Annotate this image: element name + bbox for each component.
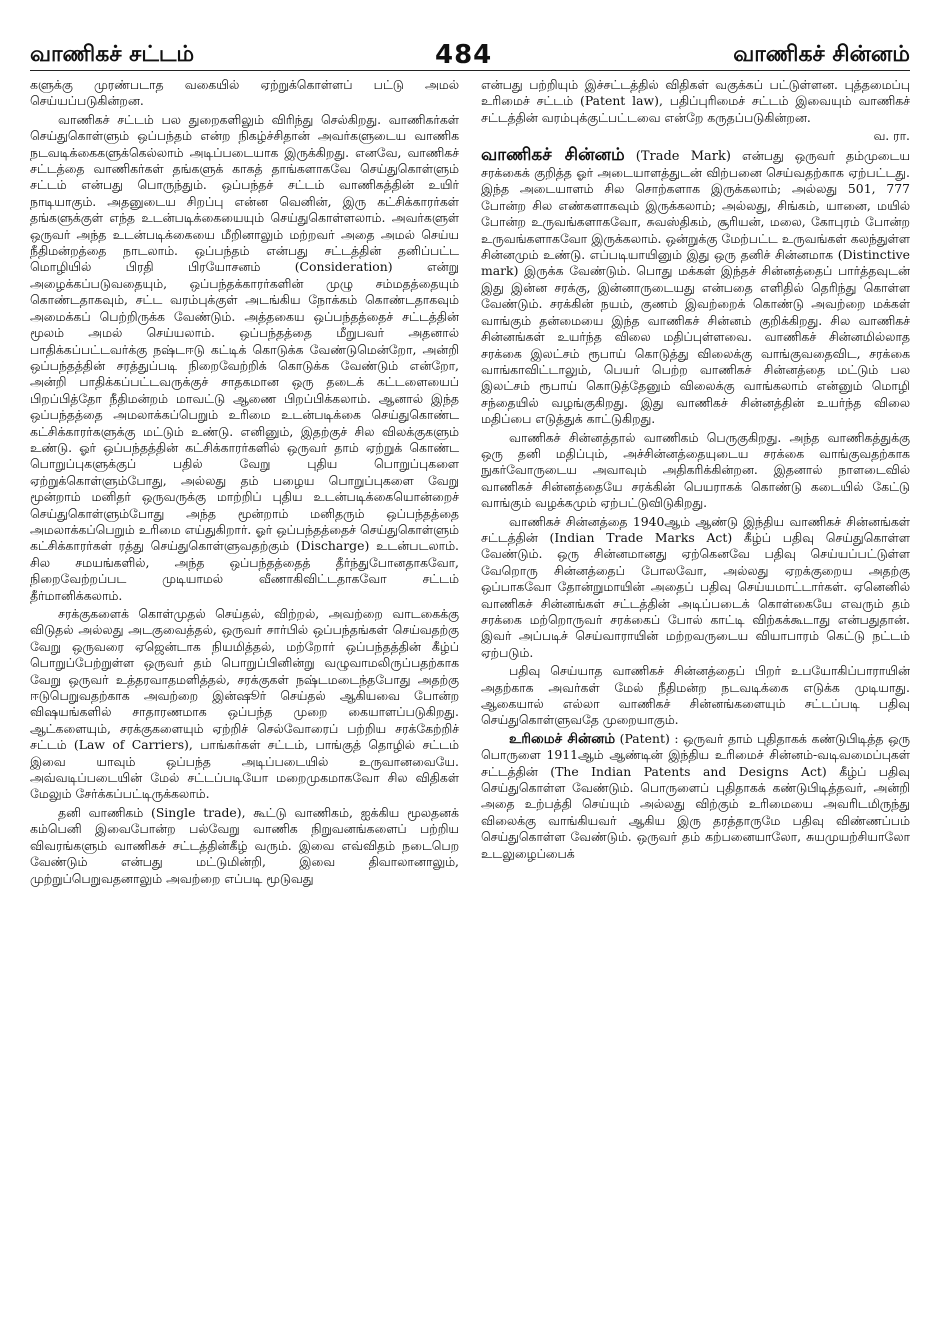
entry-title-english: (Trade Mark) [635,148,731,164]
entry-title: வாணிகச் சின்னம் [481,144,625,165]
right-paragraph-4: பதிவு செய்யாத வாணிகச் சின்னத்தைப் பிறர் உபயோகிப்பாராயின் அதற்காக அவர்கள் மேல் நீதிமன்ற நடவடிக்கை எடுக்க முடியாது. ஆகையால் எல்லா வாணிகச் சின்னங்களையும் சட்டப்படி பதிவு செய்துகொள்ளுவதே முறையாகும். [481,663,910,728]
text-columns [30,77,910,1327]
left-paragraph-4: தனி வாணிகம் (Single trade), கூட்டு வாணிகம், ஐக்கிய மூலதனக் கம்பெனி இவைபோன்ற பல்வேறு வாணிக நிறுவனங்களைப் பற்றிய விவரங்களும் வாணிகச் சட்டத்தின்கீழ் வரும். இவை எவ்விதம் நடைபெற வேண்டும் என்பது மட்டுமின்றி, இவை திவாலானாலும், முற்றுப்பெறுவதனாலும் அவற்றை எப்படி மூடுவது [30,804,459,886]
left-paragraph-1: களுக்கு முரண்படாத வகையில் ஏற்றுக்கொள்ளப் பட்டு அமல் செய்யப்படுகின்றன. [30,77,459,109]
entry-patent [481,731,910,862]
left-paragraph-2: வாணிகச் சட்டம் பல துறைகளிலும் விரிந்து செல்கிறது. வாணிகர்கள் செய்துகொள்ளும் ஒப்பந்தம் என்ற நிகழ்ச்சிதான் அவர்களுடைய வாணிக நடவடிக்கைகளுக்கெல்லாம் அடிப்படையாக இருக்கிறது. எனவே, வாணிகச் சட்டத்தை வாணிகர்கள் தங்களுக் காகத் தாங்களாகவே செய்துகொள்ளும் சட்டம் என்பது பொருந்தும். ஒப்பந்தச் சட்டம் வாணிகத்தின் உயிர் நாடியாகும். அதனுடைய சிறப்பு என்ன வெனின், இரு கட்சிக்காரர்கள் தங்களுக்குள் எந்த உடன்படிக்கையையும் செய்துகொள்ளலாம். அவர்களுள் ஒருவர் அந்த உடன்படிக்கையை மீறினாலும் மற்றவர் அதை அமல் செய்ய நீதிமன்றத்தை நாடலாம். ஒப்பந்தம் என்பது சட்டத்தின் தனிப்பட்ட மொழியில் பிரதி பிரயோசனம் (Consideration) என்று அழைக்கப்படுவதையும், ஒப்பந்தக்காரர்களின் முழு சம்மதத்தையும் கொண்டதாகவும், சட்ட வரம்புக்குள் அடங்கிய நோக்கம் கொண்டதாகவும் அமைக்கப் பெற்றிருக்க வேண்டும். அத்தகைய ஒப்பந்தத்தைச் சட்டத்தின் மூலம் அமல் செய்யலாம். ஒப்பந்தத்தை மீறுபவர் அதனால் பாதிக்கப்பட்டவர்க்கு நஷ்டஈடு கட்டிக் கொடுக்க வேண்டுமென்றோ, அன்றி ஒப்பந்தத்தின் சரத்துப்படி நிறைவேற்றிக் கொடுக்க வேண்டும் என்றோ, அன்றி பாதிக்கப்பட்டவருக்குச் சாதகமான ஒரு தடைக் கட்டளையைப் பிறப்பித்தோ நீதிமன்றம் மாவட்டு ஆணை பிறப்பிக்கலாம். ஆனால் இந்த ஒப்பந்தத்தை அமலாக்கப்பெறும் உரிமை உடன்படிக்கை செய்துகொண்ட கட்சிக்காரர்களுக்கு மட்டும் உண்டு. எனினும், இதற்குச் சில விலக்குகளும் உண்டு. ஓர் ஒப்பந்தத்தின் கட்சிக்காரர்களில் ஒருவர் தாம் ஏற்றுக் கொண்ட பொறுப்புகளுக்குப் பதில் வேறு புதிய பொறுப்புகளை ஏற்றுக்கொள்ளும்போது, அல்லது தம் பழைய பொறுப்புகளை வேறு மூன்றாம் மனிதர் ஒருவருக்கு மாற்றிப் புதிய உடன்படிக்கையொன்றைச் செய்துகொள்ளும்போது அந்த மூன்றாம் மனிதரும் ஒப்பந்தத்தை அமலாக்கப்பெறும் உரிமை எய்துகிறார். ஓர் ஒப்பந்தத்தைச் செய்துகொள்ளும் கட்சிக்காரர்கள் ரத்து செய்துகொள்ளுவதற்கும் (Discharge) உடன்படலாம். சில சமயங்களில், அந்த ஒப்பந்தத்தைத் தீர்ந்துபோனதாகவோ, நிறைவேற்றப்பட முடியாமல் வீணாகிவிட்டதாகவோ சட்டம் தீர்மானிக்கலாம். [30,111,459,603]
entry-body: என்பது ஒருவர் தம்முடைய சரக்கைக் குறித்த ஓர் அடையாளத்துடன் விற்பனை செய்வதற்காக ஏற்பட்டது. இந்த அடையாளம் சில சொற்களாக இருக்கலாம்; அல்லது 501, 777 போன்ற சில எண்களாகவும் இருக்கலாம்; அல்லது, சிங்கம், யானை, மயில் போன்ற உருவங்களாகவோ, சுவஸ்திகம், சூரியன், மலை, கோபுரம் போன்ற உருவங்களாகவோ இருக்கலாம். ஒன்றுக்கு மேற்பட்ட உருவங்கள் கலந்துள்ள சின்னமும் உண்டு. எப்படியாயினும் இது ஒரு தனிச் சின்னமாக (Distinctive mark) இருக்க வேண்டும். பொது மக்கள் இந்தச் சின்னத்தைப் பார்த்தவுடன் இது இன்ன சரக்கு, இன்னாருடையது என்பதை எளிதில் தெரிந்து கொள்ள வேண்டும். சரக்கின் நயம், குணம் இவற்றைக் கொண்டு அவற்றை மக்கள் வாங்கும் தன்மையை இந்த வாணிகச் சின்னம் குறிக்கிறது. சில வாணிகச் சின்னங்கள் உயர்ந்த விலை மதிப்புள்ளவை. வாணிகச் சின்னமில்லாத சரக்கை இலட்சம் ரூபாய் கொடுத்து விலைக்கு வாங்குவதைவிட, சரக்கை வாங்காவிட்டாலும், பெயர் பெற்ற வாணிகச் சின்னத்தை மட்டும் பல இலட்சம் ரூபாய் கொடுத்தேனும் விலைக்கு வாங்கலாம் என்னும் மொழி சந்தையில் வழங்குகிறது. இது வாணிகச் சின்னத்தின் உயர்ந்த விலை மதிப்பை எடுத்துக் காட்டுகிறது. [481,147,910,427]
left-column [30,77,459,1327]
right-paragraph-3: வாணிகச் சின்னத்தை 1940ஆம் ஆண்டு இந்திய வாணிகச் சின்னங்கள் சட்டத்தின் (Indian Trade Marks Act) கீழ்ப் பதிவு செய்துகொள்ள வேண்டும். ஒரு சின்னமானது ஏற்கெனவே பதிவு செய்யப்பட்டுள்ள வேறொரு சின்னத்தைப் போலவோ, அல்லது ஏறக்குறைய அதற்கு ஒப்பாகவோ தோன்றுமாயின் அதைப் பதிவு செய்யமாட்டார்கள். ஏனெனில் வாணிகச் சின்னங்கள் சட்டத்தின் அடிப்படைக் கொள்கையே எவரும் தம் சரக்கை மற்றொருவர் சரக்கைப் போல் காட்டி விற்கக்கூடாது என்பதுதான். இவர் அப்படிச் செய்வாராயின் மற்றவருடைய வியாபாரம் கெட்டு நட்டம் ஏற்படும். [481,513,910,660]
patent-title: உரிமைச் சின்னம் [509,730,616,747]
right-column [481,77,910,1327]
author-signature: வ. ரா. [873,128,910,144]
right-intro-paragraph: என்பது பற்றியும் இச்சட்டத்தில் விதிகள் வகுக்கப் பட்டுள்ளன. புத்தமைப்பு உரிமைச் சட்டம் (Patent law), பதிப்புரிமைச் சட்டம் இவையும் வாணிகச் சட்டத்தின் வரம்புக்குட்பட்டவை என்றே கருதப்படுகின்றன. [481,77,910,125]
running-head-left: வாணிகச் சட்டம் [30,42,195,67]
entry-trade-mark [481,144,910,428]
page-number: 484 [435,40,493,70]
patent-body: ஒருவர் தாம் புதிதாகக் கண்டுபிடித்த ஒரு பொருளை 1911ஆம் ஆண்டின் இந்திய உரிமைச் சின்னம்-வடிவமைப்புகள் சட்டத்தின் (The Indian Patents and Designs Act) கீழ்ப் பதிவு செய்துகொள்ள வேண்டும். பொருளைப் புதிதாகக் கண்டுபிடித்தவர், அன்றி அதை உற்பத்தி செய்யும் அல்லது விற்கும் உரிமையை அவரிடமிருந்து விலைக்கு வாங்கியவர் ஆகிய இரு தரத்தாருமே பதிவு விண்ணப்பம் செய்துகொள்ள வேண்டும். ஒருவர் தம் கற்பனையாலோ, சுயமுயற்சியாலோ உடலுழைப்பைக் [481,730,910,861]
right-paragraph-2: வாணிகச் சின்னத்தால் வாணிகம் பெருகுகிறது. அந்த வாணிகத்துக்கு ஒரு தனி மதிப்பும், அச்சின்னத்தையுடைய சரக்கை வாங்குவதற்காக நுகர்வோருடைய அவாவும் அதிகரிக்கின்றன. இதனால் நாளடைவில் வாணிகச் சின்னத்தையே சரக்கின் பெயராகக் கொண்டு கடையில் கேட்டு வாங்கும் வழக்கமும் ஏற்பட்டுவிடுகிறது. [481,429,910,511]
patent-title-english: (Patent) : [619,730,679,746]
left-paragraph-3: சரக்குகளைக் கொள்முதல் செய்தல், விற்றல், அவற்றை வாடகைக்கு விடுதல் அல்லது அடகுவைத்தல், ஒருவர் சார்பில் ஒப்பந்தங்கள் செய்வதற்கு வேறு ஒருவரை ஏஜென்டாக நியமித்தல், மற்றோர் ஒப்பந்தத்தின் கீழ்ப் பொறுப்பேற்றுள்ள ஒருவர் தம் பொறுப்பினின்று வழுவாமலிருப்பதற்காக வேறு ஒருவர் உத்தரவாதமளித்தல், சரக்குகள் நஷ்டமடைந்தபோது அதற்கு ஈடுபெறுவதற்காக அவற்றை இன்ஷூர் செய்தல் ஆகியவை போன்ற விஷயங்களில் சாதாரணமாக ஒப்பந்த முறை கையாளப்படுகிறது. ஆட்களையும், சரக்குகளையும் ஏற்றிச் செல்வோரைப் பற்றிய சரக்கேற்றிச் சட்டம் (Law of Carriers), பாங்கர்கள் சட்டம், பாங்குத் தொழில் சட்டம் இவை யாவும் ஒப்பந்த அடிப்படையில் உருவானவையே. அவ்வடிப்படையின் மேல் சட்டப்படியோ மறைமுகமாகவோ சில விதிகள் மேலும் சேர்க்கப்பட்டிருக்கலாம். [30,606,459,802]
running-head-right: வாணிகச் சின்னம் [733,42,910,67]
page-header [30,28,910,71]
